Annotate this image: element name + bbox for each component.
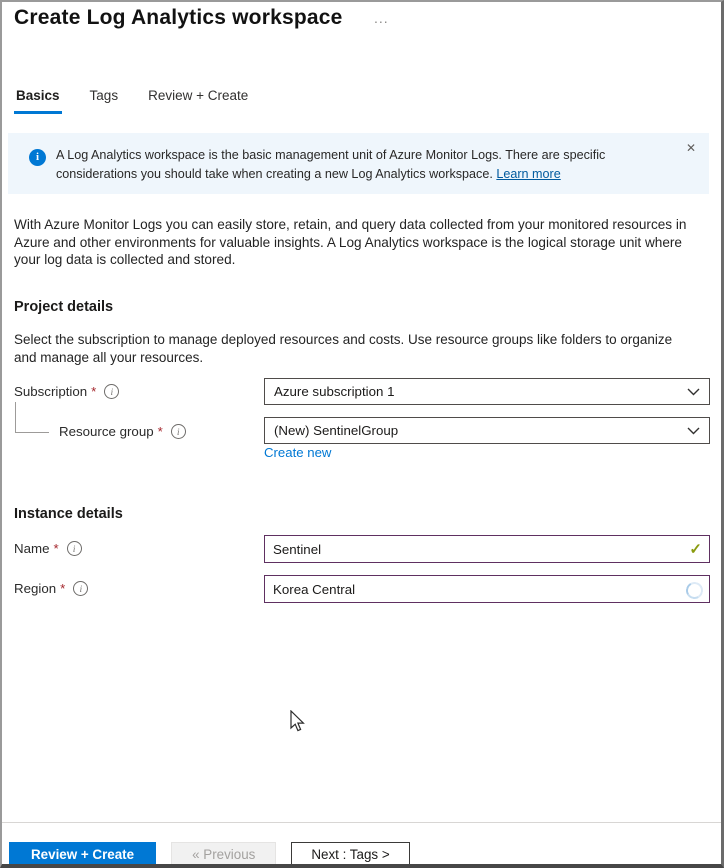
subscription-info-icon[interactable]: i (104, 384, 119, 399)
region-label: Region (14, 581, 57, 596)
info-icon: i (29, 149, 46, 166)
required-asterisk: * (91, 384, 97, 399)
chevron-down-icon (687, 388, 700, 396)
name-label-row (14, 541, 82, 556)
subscription-dropdown[interactable] (264, 378, 710, 405)
tree-connector-vertical (15, 402, 16, 432)
intro-paragraph: With Azure Monitor Logs you can easily store, retain, and query data collected from your monitored resources in Azure and other environments for valuable insights. A Log Analytics workspace is the logical storage unit where your log data is collected and stored. (14, 217, 687, 268)
tab-basics[interactable]: Basics (14, 88, 62, 114)
project-details-heading: Project details (14, 299, 114, 315)
project-details-description: Select the subscription to manage deployed resources and costs. Use resource groups like folders to organize and manage all your resources. (14, 332, 673, 365)
previous-button: « Previous (171, 842, 276, 867)
banner-text (56, 146, 670, 184)
chevron-down-icon (687, 427, 700, 435)
region-label-row (14, 581, 88, 596)
learn-more-link[interactable]: Learn more (496, 167, 561, 181)
resource-group-label: Resource group (59, 424, 154, 439)
required-asterisk: * (53, 541, 59, 556)
banner-message: A Log Analytics workspace is the basic management unit of Azure Monitor Logs. There are specific considerations you should take when creating a new Log Analytics workspace. (56, 148, 606, 181)
instance-details-heading: Instance details (14, 506, 123, 522)
tab-tags[interactable]: Tags (89, 88, 119, 103)
subscription-value: Azure subscription 1 (274, 384, 395, 399)
tree-connector-horizontal (15, 432, 49, 433)
resource-group-value: (New) SentinelGroup (274, 423, 399, 438)
review-create-button[interactable]: Review + Create (9, 842, 156, 867)
validation-check-icon: ✓ (689, 541, 702, 558)
next-tags-button[interactable]: Next : Tags > (291, 842, 409, 867)
name-input[interactable] (264, 535, 710, 563)
name-info-icon[interactable]: i (67, 541, 82, 556)
more-options-button[interactable]: ... (374, 10, 389, 26)
resource-group-label-row (59, 424, 186, 439)
info-banner (8, 133, 709, 194)
mouse-cursor (290, 710, 307, 739)
region-info-icon[interactable]: i (73, 581, 88, 596)
close-icon[interactable]: ✕ (685, 141, 696, 155)
name-field-wrapper (264, 535, 710, 563)
resource-group-dropdown[interactable] (264, 417, 710, 444)
required-asterisk: * (60, 581, 66, 596)
required-asterisk: * (157, 424, 163, 439)
resource-group-info-icon[interactable]: i (171, 424, 186, 439)
name-label: Name (14, 541, 50, 556)
subscription-label: Subscription (14, 384, 88, 399)
region-input[interactable] (264, 575, 710, 603)
page-title: Create Log Analytics workspace (14, 6, 343, 29)
tab-bar (14, 88, 250, 114)
subscription-label-row (14, 384, 119, 399)
footer-bar (2, 822, 721, 868)
tab-review-create[interactable]: Review + Create (148, 88, 249, 103)
create-new-link[interactable]: Create new (264, 445, 332, 460)
region-field-wrapper (264, 575, 710, 603)
